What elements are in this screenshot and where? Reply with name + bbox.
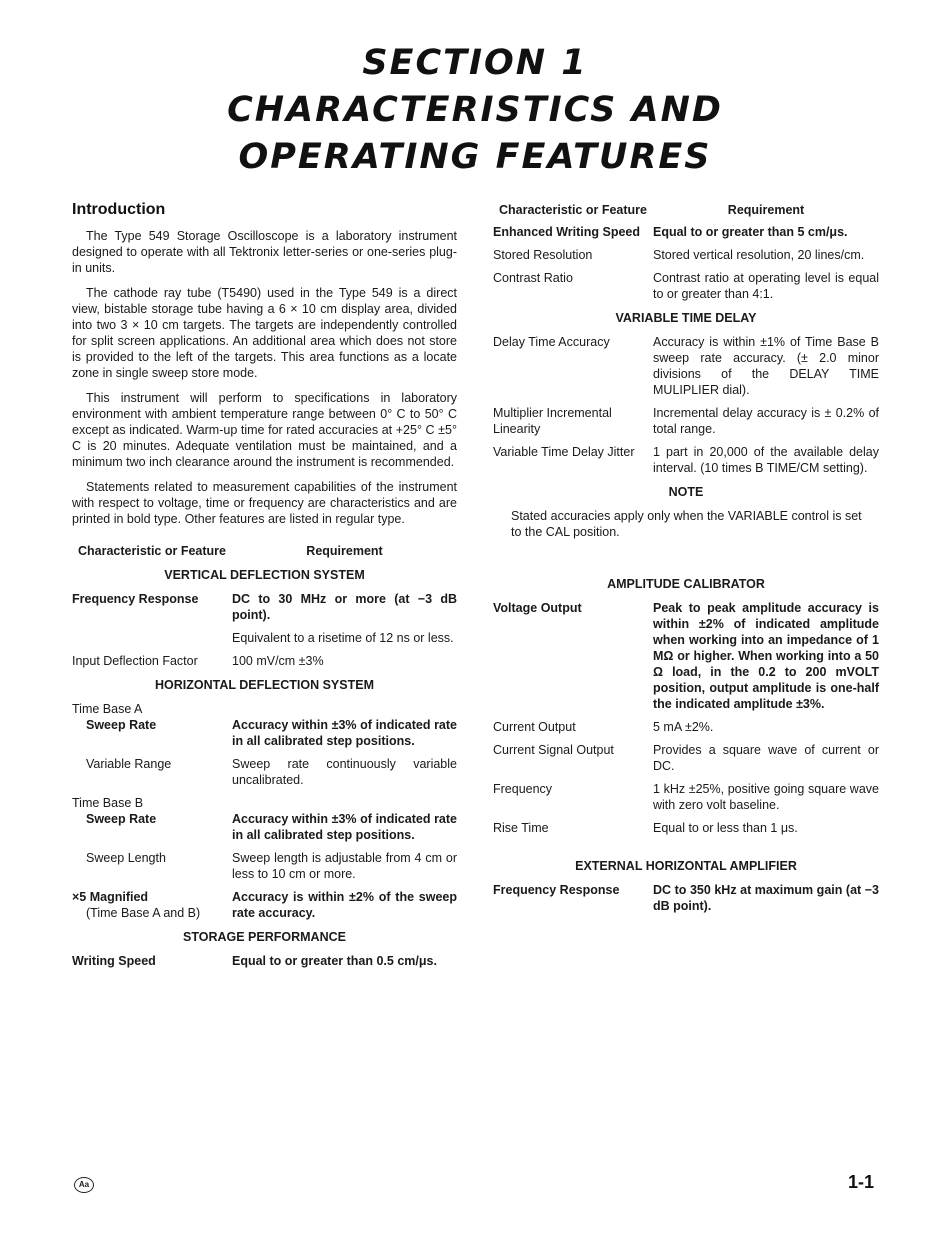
spec-row bbox=[493, 444, 879, 476]
note-title: NOTE bbox=[668, 485, 704, 499]
introduction-heading: Introduction bbox=[72, 201, 166, 218]
spec-characteristic: Rise Time bbox=[493, 821, 549, 835]
spec-characteristic: Delay Time Accuracy bbox=[493, 335, 610, 349]
spec-row bbox=[493, 405, 879, 437]
spec-requirement: Accuracy within ±3% of indicated rate in all calibrated step positions. bbox=[232, 812, 457, 842]
spec-characteristic: Variable Time Delay Jitter bbox=[493, 445, 635, 459]
spec-characteristic: Sweep Rate bbox=[86, 812, 157, 826]
storage-section-title: STORAGE PERFORMANCE bbox=[183, 930, 346, 944]
spec-requirement: Equivalent to a risetime of 12 ns or less. bbox=[232, 631, 454, 645]
spec-characteristic-note: (Time Base A and B) bbox=[86, 906, 201, 920]
spec-characteristic: Enhanced Writing Speed bbox=[493, 225, 641, 239]
horizontal-section-title: HORIZONTAL DEFLECTION SYSTEM bbox=[155, 678, 374, 692]
spec-requirement: Sweep rate continuously variable uncalibrated. bbox=[232, 757, 457, 787]
table-header bbox=[493, 202, 879, 218]
spec-requirement: Accuracy is within ±2% of the sweep rate accuracy. bbox=[232, 890, 457, 920]
spec-row bbox=[72, 653, 457, 669]
spec-row bbox=[493, 882, 879, 914]
spec-row bbox=[493, 781, 879, 813]
characteristic-header: Characteristic or Feature bbox=[78, 544, 226, 558]
spec-row bbox=[493, 270, 879, 302]
spec-requirement: Equal to or greater than 0.5 cm/μs. bbox=[232, 954, 437, 968]
spec-requirement: 1 part in 20,000 of the available delay interval. (10 times B TIME/CM setting). bbox=[653, 445, 879, 475]
title-line-3: OPERATING FEATURES bbox=[238, 137, 712, 177]
spec-requirement: Incremental delay accuracy is ± 0.2% of total range. bbox=[653, 406, 879, 436]
intro-paragraph: Statements related to measurement capabilities of the instrument with respect to voltage, time or frequency are characteristics and are printed in bold type. Other features are listed in regular type. bbox=[72, 480, 457, 526]
spec-characteristic: Frequency bbox=[493, 782, 553, 796]
spec-characteristic: Stored Resolution bbox=[493, 248, 593, 262]
characteristic-header: Characteristic or Feature bbox=[499, 203, 647, 217]
spec-characteristic: Current Signal Output bbox=[493, 743, 614, 757]
spec-row bbox=[493, 820, 879, 836]
spec-requirement: Equal to or greater than 5 cm/μs. bbox=[653, 225, 848, 239]
spec-requirement: Stored vertical resolution, 20 lines/cm. bbox=[653, 248, 865, 262]
spec-row bbox=[493, 742, 879, 774]
spec-characteristic: Multiplier Incremental Linearity bbox=[493, 406, 612, 436]
spec-requirement: Contrast ratio at operating level is equal to or greater than 4:1. bbox=[653, 271, 879, 301]
spec-characteristic: Contrast Ratio bbox=[493, 271, 573, 285]
spec-row bbox=[72, 953, 457, 969]
spec-requirement: DC to 30 MHz or more (at −3 dB point). bbox=[232, 592, 457, 622]
left-column bbox=[72, 198, 457, 976]
calibrator-section-title: AMPLITUDE CALIBRATOR bbox=[607, 577, 765, 591]
ext-amplifier-section-title: EXTERNAL HORIZONTAL AMPLIFIER bbox=[575, 859, 797, 873]
spec-requirement: Provides a square wave of current or DC. bbox=[653, 743, 879, 773]
spec-row bbox=[72, 591, 457, 623]
spec-requirement: Equal to or less than 1 μs. bbox=[653, 821, 798, 835]
spec-row bbox=[72, 756, 457, 788]
spec-row bbox=[72, 889, 457, 921]
spec-characteristic: Sweep Length bbox=[86, 851, 166, 865]
spec-characteristic: Variable Range bbox=[86, 757, 172, 771]
vertical-section-title: VERTICAL DEFLECTION SYSTEM bbox=[164, 568, 365, 582]
spec-characteristic: Sweep Rate bbox=[86, 718, 157, 732]
table-header bbox=[72, 543, 457, 559]
section-title bbox=[0, 40, 950, 181]
spec-row bbox=[493, 224, 879, 240]
spec-characteristic: Frequency Response bbox=[72, 592, 199, 606]
page-number: 1-1 bbox=[848, 1172, 875, 1192]
spec-row bbox=[493, 334, 879, 398]
spec-requirement: DC to 350 kHz at maximum gain (at −3 dB point). bbox=[653, 883, 879, 913]
requirement-header: Requirement bbox=[727, 203, 805, 217]
spec-characteristic: Voltage Output bbox=[493, 601, 582, 615]
delay-section-title: VARIABLE TIME DELAY bbox=[615, 311, 757, 325]
intro-paragraph: The cathode ray tube (T5490) used in the Type 549 is a direct view, bistable storage tube having a 6 × 10 cm display area, divided into two 3 × 10 cm targets. The targets are independently controlled for split screen applications. An additional area which does not store is provided to the left of the targets. This area functions as a locate zone in single sweep store mode. bbox=[72, 286, 457, 380]
right-column bbox=[493, 198, 879, 921]
intro-paragraph: The Type 549 Storage Oscilloscope is a laboratory instrument designed to operate with all Tektronix letter-series or one-series plug-in units. bbox=[72, 229, 457, 275]
spec-row bbox=[72, 811, 457, 843]
spec-row bbox=[493, 247, 879, 263]
time-base-b-label: Time Base B bbox=[72, 796, 144, 810]
spec-requirement: 100 mV/cm ±3% bbox=[232, 654, 324, 668]
title-line-1: SECTION 1 bbox=[362, 43, 588, 83]
spec-characteristic: Frequency Response bbox=[493, 883, 620, 897]
spec-characteristic: Input Deflection Factor bbox=[72, 654, 198, 668]
spec-requirement: 1 kHz ±25%, positive going square wave with zero volt baseline. bbox=[653, 782, 879, 812]
spec-requirement: 5 mA ±2%. bbox=[653, 720, 714, 734]
spec-characteristic: Writing Speed bbox=[72, 954, 156, 968]
spec-row bbox=[72, 850, 457, 882]
spec-row bbox=[493, 719, 879, 735]
intro-paragraph: This instrument will perform to specifications in laboratory environment with ambient temperature range between 0° C to 50° C except as indicated. Warm-up time for rated accuracies at +25° C ±5° C is 20 minutes. Adequate ventilation must be maintained, and a minimum two inch clearance around the instrument is recommended. bbox=[72, 391, 457, 469]
spec-characteristic: Current Output bbox=[493, 720, 576, 734]
spec-row bbox=[493, 600, 879, 712]
spec-requirement: Sweep length is adjustable from 4 cm or less to 10 cm or more. bbox=[232, 851, 457, 881]
spec-row bbox=[72, 717, 457, 749]
spec-requirement: Accuracy is within ±1% of Time Base B sweep rate accuracy. (± 2.0 minor divisions of the DELAY TIME MULIPLIER dial). bbox=[653, 335, 879, 397]
spec-characteristic: ×5 Magnified bbox=[72, 890, 149, 904]
spec-row bbox=[72, 630, 457, 646]
title-line-2: CHARACTERISTICS AND bbox=[227, 90, 723, 130]
publisher-logo: Aa bbox=[74, 1177, 94, 1193]
spec-requirement: Peak to peak amplitude accuracy is within ±2% of indicated amplitude when working into an impedance of 1 MΩ or higher. When working into a 50 Ω load, in the 0.2 to 200 mVOLT position, output amplitude is one-half the indicated amplitude ±3%. bbox=[653, 601, 879, 711]
note-text: Stated accuracies apply only when the VARIABLE control is set to the CAL position. bbox=[511, 509, 862, 539]
spec-requirement: Accuracy within ±3% of indicated rate in all calibrated step positions. bbox=[232, 718, 457, 748]
time-base-a-label: Time Base A bbox=[72, 702, 143, 716]
requirement-header: Requirement bbox=[306, 544, 383, 558]
